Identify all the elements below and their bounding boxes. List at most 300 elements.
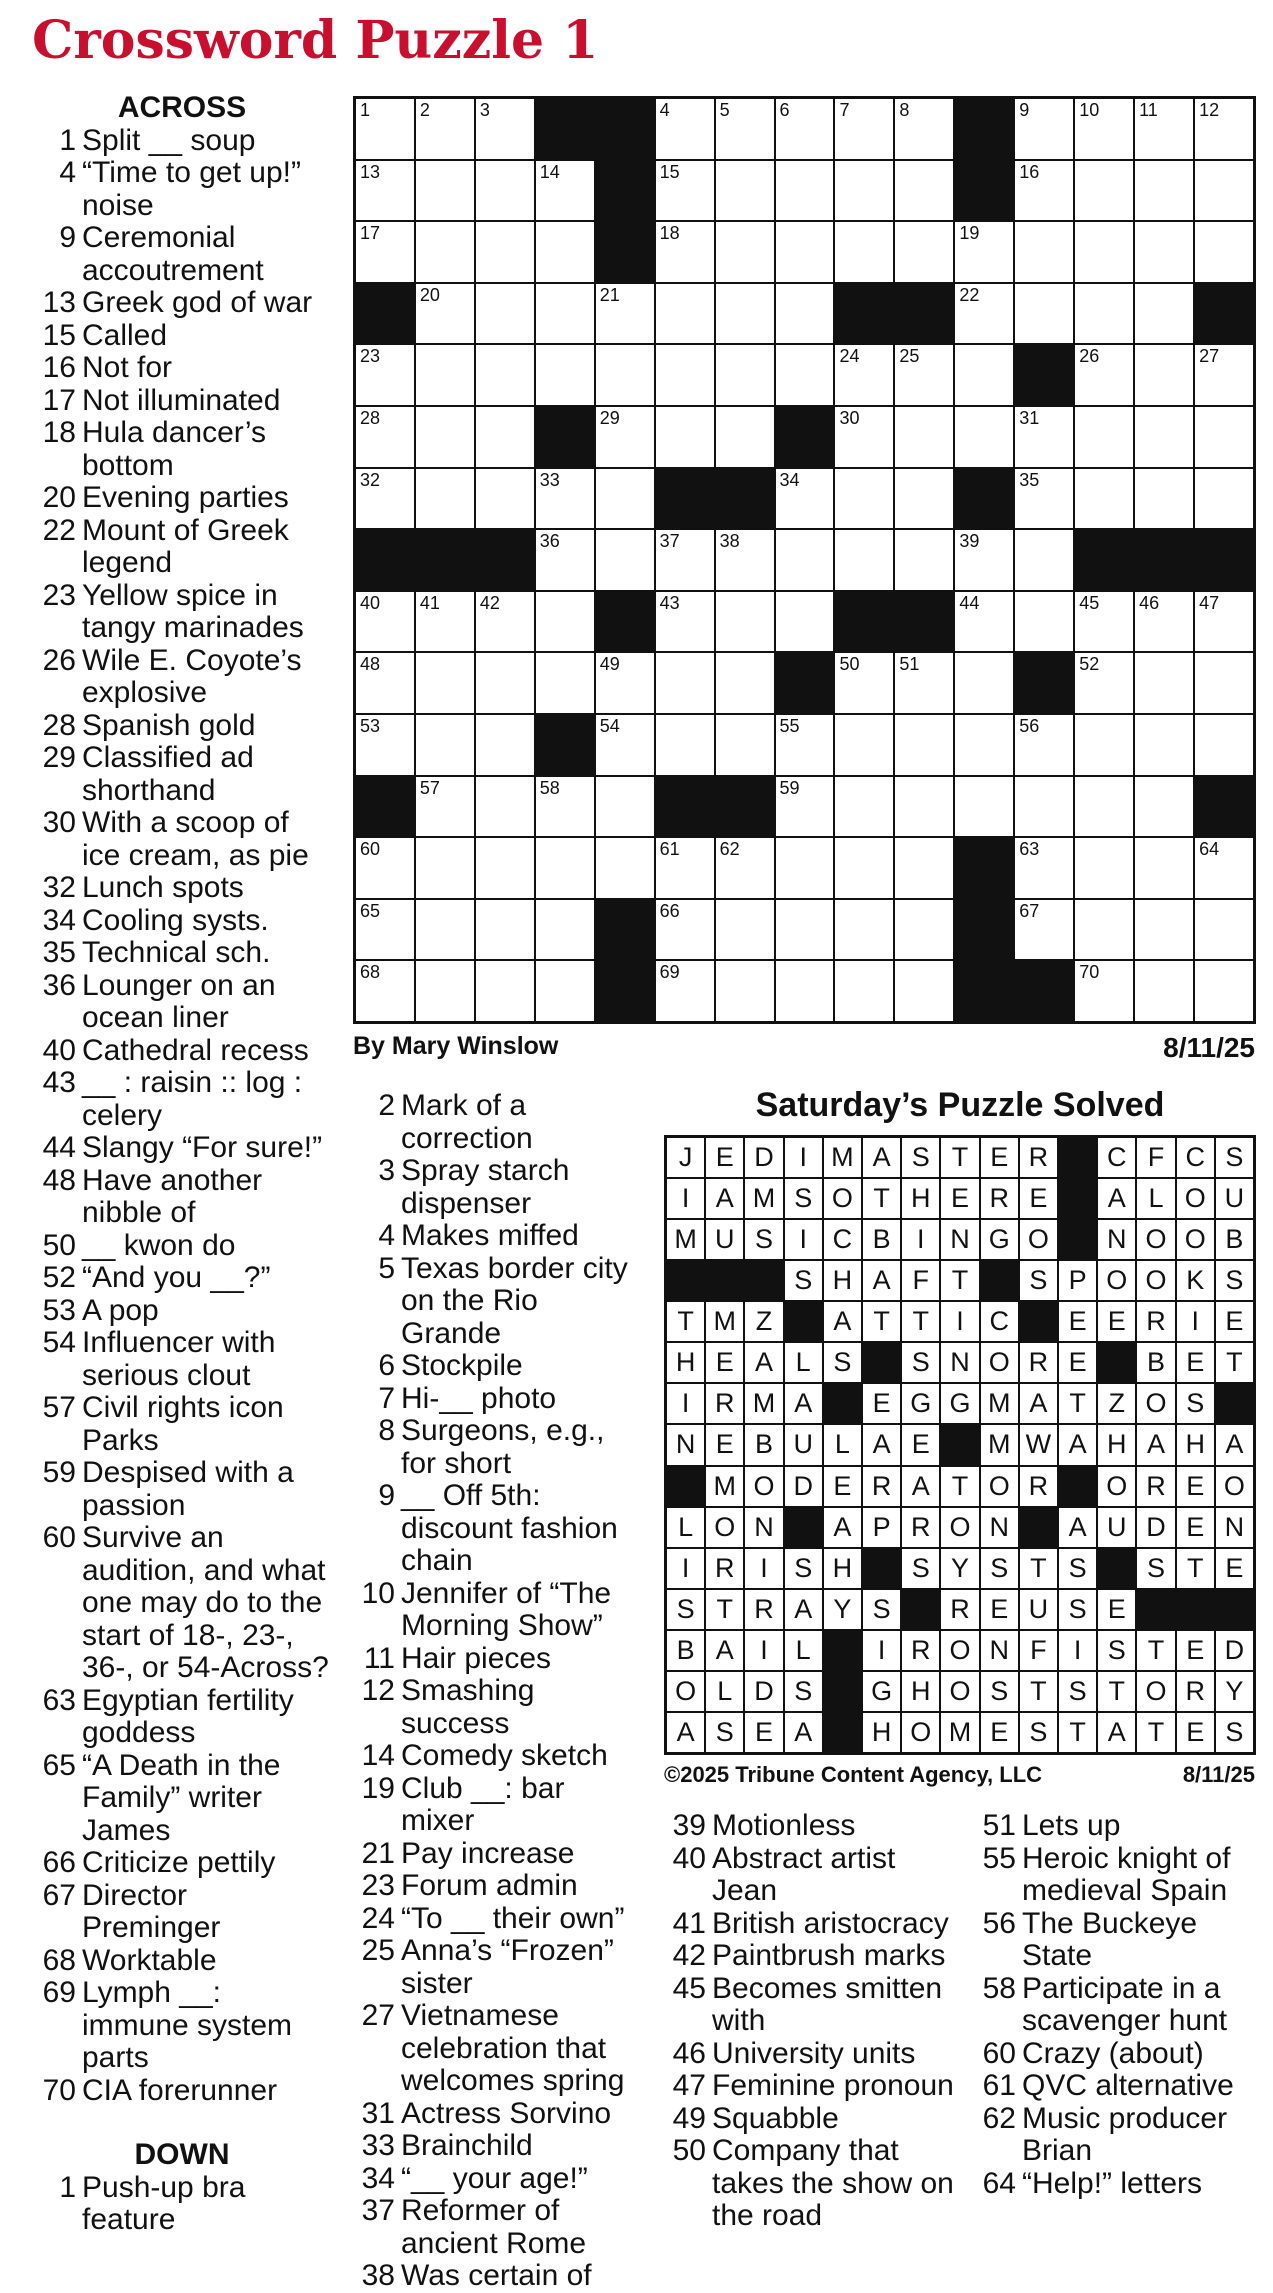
clue-text: CIA forerunner bbox=[82, 2073, 278, 2107]
grid-cell[interactable] bbox=[656, 838, 714, 898]
grid-cell[interactable] bbox=[656, 345, 714, 405]
solution-letter: S bbox=[981, 1549, 1018, 1588]
grid-cell[interactable] bbox=[776, 222, 834, 282]
grid-cell[interactable] bbox=[536, 530, 594, 590]
grid-cell[interactable] bbox=[656, 530, 714, 590]
clue-text: QVC alternative bbox=[1022, 2069, 1234, 2102]
grid-cell[interactable] bbox=[835, 653, 893, 713]
grid-cell[interactable] bbox=[1075, 777, 1133, 837]
grid-cell[interactable] bbox=[1015, 284, 1073, 344]
grid-cell[interactable] bbox=[835, 222, 893, 282]
grid-cell[interactable] bbox=[895, 469, 953, 529]
clue-text: Worktable bbox=[82, 1943, 217, 1977]
grid-cell[interactable] bbox=[1015, 407, 1073, 467]
grid-cell[interactable] bbox=[656, 222, 714, 282]
grid-cell[interactable] bbox=[536, 222, 594, 282]
solution-letter: I bbox=[667, 1179, 704, 1218]
clue-text: __ kwon do bbox=[82, 1228, 236, 1262]
grid-cell[interactable] bbox=[1195, 469, 1253, 529]
grid-cell[interactable] bbox=[356, 961, 414, 1021]
grid-cell[interactable] bbox=[716, 99, 774, 159]
clue-number: 10 bbox=[361, 1576, 395, 1610]
grid-cell[interactable] bbox=[596, 653, 654, 713]
grid-cell[interactable] bbox=[776, 345, 834, 405]
grid-cell[interactable] bbox=[1075, 961, 1133, 1021]
grid-cell[interactable] bbox=[656, 99, 714, 159]
grid-cell[interactable] bbox=[656, 961, 714, 1021]
solution-letter: O bbox=[667, 1672, 704, 1711]
grid-cell[interactable] bbox=[835, 161, 893, 221]
grid-cell[interactable] bbox=[476, 161, 534, 221]
grid-cell[interactable] bbox=[476, 407, 534, 467]
grid-cell[interactable] bbox=[356, 345, 414, 405]
cell-number: 22 bbox=[959, 284, 980, 305]
puzzle-date: 8/11/25 bbox=[1163, 1032, 1255, 1063]
grid-cell[interactable] bbox=[476, 592, 534, 652]
grid-cell[interactable] bbox=[416, 592, 474, 652]
grid-cell[interactable] bbox=[1135, 900, 1193, 960]
clue-text: Technical sch. bbox=[82, 936, 271, 969]
grid-cell[interactable] bbox=[1195, 222, 1253, 282]
clue-number: 22 bbox=[42, 513, 76, 547]
grid-cell[interactable] bbox=[835, 838, 893, 898]
grid-cell[interactable] bbox=[1075, 469, 1133, 529]
crossword-grid[interactable] bbox=[353, 96, 1256, 1024]
solution-letter: A bbox=[863, 1261, 900, 1300]
down-list-2 bbox=[353, 1090, 643, 2293]
grid-cell[interactable] bbox=[656, 284, 714, 344]
grid-cell[interactable] bbox=[416, 161, 474, 221]
grid-cell[interactable] bbox=[1195, 653, 1253, 713]
grid-cell[interactable] bbox=[1015, 900, 1073, 960]
grid-cell[interactable] bbox=[356, 715, 414, 775]
grid-cell[interactable] bbox=[356, 161, 414, 221]
grid-cell[interactable] bbox=[656, 592, 714, 652]
grid-cell[interactable] bbox=[1195, 900, 1253, 960]
grid-cell[interactable] bbox=[716, 284, 774, 344]
grid-cell[interactable] bbox=[895, 777, 953, 837]
grid-cell[interactable] bbox=[656, 407, 714, 467]
solution-letter: T bbox=[1059, 1384, 1096, 1423]
clue-item bbox=[353, 1870, 643, 1903]
solution-letter: B bbox=[745, 1425, 782, 1464]
grid-cell[interactable] bbox=[955, 222, 1013, 282]
grid-cell[interactable] bbox=[716, 407, 774, 467]
grid-cell[interactable] bbox=[1135, 469, 1193, 529]
grid-cell[interactable] bbox=[716, 653, 774, 713]
grid-cell[interactable] bbox=[716, 715, 774, 775]
cell-number: 6 bbox=[779, 100, 790, 120]
grid-cell[interactable] bbox=[955, 777, 1013, 837]
grid-cell[interactable] bbox=[776, 530, 834, 590]
grid-cell[interactable] bbox=[476, 961, 534, 1021]
solution-letter: S bbox=[1059, 1549, 1096, 1588]
solution-letter: Y bbox=[941, 1549, 978, 1588]
grid-cell[interactable] bbox=[835, 900, 893, 960]
grid-cell[interactable] bbox=[536, 900, 594, 960]
grid-cell[interactable] bbox=[776, 961, 834, 1021]
grid-cell[interactable] bbox=[716, 530, 774, 590]
grid-cell[interactable] bbox=[835, 407, 893, 467]
cell-number: 43 bbox=[659, 592, 680, 613]
grid-cell[interactable] bbox=[416, 284, 474, 344]
grid-cell[interactable] bbox=[1195, 838, 1253, 898]
clue-number: 33 bbox=[361, 2129, 395, 2162]
clue-number: 44 bbox=[42, 1131, 76, 1164]
grid-cell[interactable] bbox=[955, 530, 1013, 590]
grid-cell[interactable] bbox=[1195, 161, 1253, 221]
black-square bbox=[835, 592, 893, 652]
clue-number: 32 bbox=[42, 871, 76, 904]
grid-cell[interactable] bbox=[1135, 407, 1193, 467]
clue-number: 19 bbox=[361, 1771, 395, 1805]
grid-cell[interactable] bbox=[536, 961, 594, 1021]
solution-black-square bbox=[745, 1261, 782, 1300]
solution-letter: S bbox=[785, 1549, 822, 1588]
clue-number: 69 bbox=[42, 1976, 76, 2009]
clue-number: 37 bbox=[361, 2194, 395, 2227]
grid-cell[interactable] bbox=[356, 99, 414, 159]
grid-cell[interactable] bbox=[776, 284, 834, 344]
clue-item bbox=[32, 515, 332, 580]
grid-cell[interactable] bbox=[716, 345, 774, 405]
solution-letter: U bbox=[785, 1425, 822, 1464]
grid-cell[interactable] bbox=[476, 222, 534, 282]
grid-cell[interactable] bbox=[1075, 900, 1133, 960]
grid-cell[interactable] bbox=[536, 284, 594, 344]
grid-cell[interactable] bbox=[895, 345, 953, 405]
grid-cell[interactable] bbox=[416, 407, 474, 467]
clue-text: “Help!” letters bbox=[1022, 2166, 1203, 2200]
clue-column-4 bbox=[974, 1810, 1264, 2200]
grid-cell[interactable] bbox=[596, 469, 654, 529]
solution-letter: O bbox=[941, 1672, 978, 1711]
grid-cell[interactable] bbox=[476, 99, 534, 159]
grid-cell[interactable] bbox=[716, 592, 774, 652]
cell-number: 67 bbox=[1019, 900, 1040, 921]
grid-cell[interactable] bbox=[1135, 961, 1193, 1021]
grid-cell[interactable] bbox=[776, 99, 834, 159]
grid-cell[interactable] bbox=[416, 345, 474, 405]
grid-cell[interactable] bbox=[1075, 407, 1133, 467]
grid-cell[interactable] bbox=[596, 284, 654, 344]
clue-text: Egyptian fertility goddess bbox=[82, 1683, 294, 1749]
grid-cell[interactable] bbox=[895, 161, 953, 221]
solution-letter: S bbox=[902, 1549, 939, 1588]
clue-item bbox=[32, 807, 332, 872]
grid-cell[interactable] bbox=[1075, 161, 1133, 221]
grid-cell[interactable] bbox=[1015, 530, 1073, 590]
solution-letter: S bbox=[785, 1672, 822, 1711]
grid-cell[interactable] bbox=[895, 900, 953, 960]
clue-text: Heroic knight of medieval Spain bbox=[1022, 1841, 1231, 1907]
grid-cell[interactable] bbox=[1135, 715, 1193, 775]
grid-cell[interactable] bbox=[716, 161, 774, 221]
grid-cell[interactable] bbox=[596, 715, 654, 775]
cell-number: 37 bbox=[659, 531, 680, 552]
grid-cell[interactable] bbox=[1195, 592, 1253, 652]
solution-letter: E bbox=[706, 1343, 743, 1382]
clue-number: 45 bbox=[672, 1971, 706, 2005]
solution-letter: E bbox=[1020, 1179, 1057, 1218]
clue-number: 9 bbox=[378, 1479, 395, 1512]
grid-cell[interactable] bbox=[1135, 222, 1193, 282]
clue-text: British aristocracy bbox=[712, 1906, 949, 1940]
solution-letter: T bbox=[667, 1302, 704, 1341]
grid-cell[interactable] bbox=[1075, 99, 1133, 159]
clue-text: Music producer Brian bbox=[1022, 2101, 1228, 2167]
grid-cell[interactable] bbox=[416, 777, 474, 837]
grid-cell[interactable] bbox=[416, 961, 474, 1021]
grid-cell[interactable] bbox=[835, 99, 893, 159]
grid-cell[interactable] bbox=[596, 838, 654, 898]
solution-letter: A bbox=[1098, 1713, 1135, 1752]
grid-cell[interactable] bbox=[1075, 592, 1133, 652]
grid-cell[interactable] bbox=[1195, 99, 1253, 159]
black-square bbox=[1075, 530, 1133, 590]
solution-letter: S bbox=[863, 1590, 900, 1629]
clue-item bbox=[974, 1843, 1264, 1908]
clue-item bbox=[32, 287, 332, 320]
clue-text: Motionless bbox=[712, 1809, 856, 1842]
grid-cell[interactable] bbox=[596, 530, 654, 590]
grid-cell[interactable] bbox=[536, 777, 594, 837]
solution-letter: A bbox=[902, 1467, 939, 1506]
solution-letter: S bbox=[1098, 1631, 1135, 1670]
grid-cell[interactable] bbox=[1015, 99, 1073, 159]
grid-cell[interactable] bbox=[1075, 345, 1133, 405]
clue-item bbox=[353, 1773, 643, 1838]
grid-cell[interactable] bbox=[356, 900, 414, 960]
grid-cell[interactable] bbox=[776, 900, 834, 960]
grid-cell[interactable] bbox=[1075, 838, 1133, 898]
cell-number: 24 bbox=[839, 346, 860, 367]
grid-cell[interactable] bbox=[1135, 345, 1193, 405]
grid-cell[interactable] bbox=[895, 653, 953, 713]
grid-cell[interactable] bbox=[416, 222, 474, 282]
grid-cell[interactable] bbox=[1135, 838, 1193, 898]
grid-cell[interactable] bbox=[416, 653, 474, 713]
grid-cell[interactable] bbox=[476, 469, 534, 529]
grid-cell[interactable] bbox=[895, 530, 953, 590]
clue-item bbox=[32, 1685, 332, 1750]
grid-cell[interactable] bbox=[416, 900, 474, 960]
clue-item bbox=[32, 417, 332, 482]
cell-number: 35 bbox=[1019, 469, 1040, 490]
grid-cell[interactable] bbox=[955, 715, 1013, 775]
grid-cell[interactable] bbox=[476, 653, 534, 713]
grid-cell[interactable] bbox=[536, 469, 594, 529]
solution-letter: Y bbox=[824, 1590, 861, 1629]
grid-cell[interactable] bbox=[1135, 653, 1193, 713]
clue-number: 70 bbox=[42, 2073, 76, 2107]
clue-text: Survive an audition, and what one may do to the start of 18-, 23-, 36-, or 54-Across? bbox=[82, 1521, 329, 1684]
clue-text: “A Death in the Family” writer James bbox=[82, 1748, 281, 1847]
across-header: ACROSS bbox=[117, 91, 247, 124]
grid-cell[interactable] bbox=[416, 838, 474, 898]
grid-cell[interactable] bbox=[1075, 284, 1133, 344]
grid-cell[interactable] bbox=[476, 284, 534, 344]
grid-cell[interactable] bbox=[895, 838, 953, 898]
clue-text: The Buckeye State bbox=[1022, 1906, 1198, 1972]
black-square bbox=[356, 284, 414, 344]
grid-cell[interactable] bbox=[656, 900, 714, 960]
grid-cell[interactable] bbox=[835, 345, 893, 405]
cell-number: 45 bbox=[1079, 592, 1100, 613]
clue-item bbox=[353, 2260, 643, 2293]
grid-cell[interactable] bbox=[476, 900, 534, 960]
grid-cell[interactable] bbox=[955, 345, 1013, 405]
clue-item bbox=[974, 2103, 1264, 2168]
solution-letter: M bbox=[667, 1220, 704, 1259]
grid-cell[interactable] bbox=[1135, 592, 1193, 652]
solution-letter: T bbox=[941, 1138, 978, 1177]
cell-number: 14 bbox=[539, 161, 560, 182]
grid-cell[interactable] bbox=[536, 592, 594, 652]
grid-cell[interactable] bbox=[895, 715, 953, 775]
grid-cell[interactable] bbox=[835, 530, 893, 590]
clue-item bbox=[32, 1750, 332, 1848]
grid-cell[interactable] bbox=[1015, 592, 1073, 652]
clue-text: Lymph __: immune system parts bbox=[82, 1976, 293, 2074]
grid-cell[interactable] bbox=[1195, 961, 1253, 1021]
grid-cell[interactable] bbox=[356, 469, 414, 529]
grid-cell[interactable] bbox=[776, 715, 834, 775]
grid-cell[interactable] bbox=[356, 407, 414, 467]
solution-letter: I bbox=[941, 1302, 978, 1341]
solution-letter: R bbox=[1177, 1672, 1214, 1711]
grid-cell[interactable] bbox=[476, 345, 534, 405]
grid-cell[interactable] bbox=[1135, 777, 1193, 837]
grid-cell[interactable] bbox=[356, 838, 414, 898]
grid-cell[interactable] bbox=[596, 777, 654, 837]
solution-letter: A bbox=[706, 1179, 743, 1218]
grid-cell[interactable] bbox=[835, 715, 893, 775]
cell-number: 18 bbox=[659, 223, 680, 244]
solution-letter: S bbox=[824, 1343, 861, 1382]
cell-number: 27 bbox=[1199, 346, 1220, 367]
solution-letter: Y bbox=[1216, 1672, 1253, 1711]
grid-cell[interactable] bbox=[955, 653, 1013, 713]
grid-cell[interactable] bbox=[1015, 777, 1073, 837]
grid-cell[interactable] bbox=[416, 715, 474, 775]
grid-cell[interactable] bbox=[1075, 653, 1133, 713]
clue-item bbox=[32, 2075, 332, 2108]
grid-cell[interactable] bbox=[955, 284, 1013, 344]
grid-cell[interactable] bbox=[716, 961, 774, 1021]
grid-cell[interactable] bbox=[1075, 222, 1133, 282]
grid-cell[interactable] bbox=[1015, 469, 1073, 529]
solution-letter: L bbox=[1137, 1179, 1174, 1218]
grid-cell[interactable] bbox=[1135, 161, 1193, 221]
grid-cell[interactable] bbox=[1135, 99, 1193, 159]
grid-cell[interactable] bbox=[536, 345, 594, 405]
solution-black-square bbox=[706, 1261, 743, 1300]
grid-cell[interactable] bbox=[716, 222, 774, 282]
solution-letter: M bbox=[981, 1425, 1018, 1464]
grid-cell[interactable] bbox=[356, 222, 414, 282]
grid-cell[interactable] bbox=[1195, 715, 1253, 775]
grid-cell[interactable] bbox=[776, 161, 834, 221]
grid-cell[interactable] bbox=[536, 838, 594, 898]
solution-letter: R bbox=[981, 1179, 1018, 1218]
grid-cell[interactable] bbox=[776, 592, 834, 652]
clue-text: Classified ad shorthand bbox=[82, 741, 254, 807]
grid-cell[interactable] bbox=[716, 900, 774, 960]
grid-cell[interactable] bbox=[596, 407, 654, 467]
black-square bbox=[776, 653, 834, 713]
black-square bbox=[656, 777, 714, 837]
grid-cell[interactable] bbox=[835, 961, 893, 1021]
grid-cell[interactable] bbox=[1015, 838, 1073, 898]
grid-cell[interactable] bbox=[1015, 222, 1073, 282]
grid-cell[interactable] bbox=[416, 99, 474, 159]
grid-cell[interactable] bbox=[895, 99, 953, 159]
grid-cell[interactable] bbox=[596, 345, 654, 405]
grid-cell[interactable] bbox=[536, 161, 594, 221]
grid-cell[interactable] bbox=[1015, 161, 1073, 221]
solution-letter: U bbox=[706, 1220, 743, 1259]
grid-cell[interactable] bbox=[536, 653, 594, 713]
grid-cell[interactable] bbox=[776, 469, 834, 529]
grid-cell[interactable] bbox=[356, 653, 414, 713]
solution-letter: T bbox=[1020, 1549, 1057, 1588]
grid-cell[interactable] bbox=[416, 469, 474, 529]
grid-cell[interactable] bbox=[476, 838, 534, 898]
grid-cell[interactable] bbox=[955, 407, 1013, 467]
grid-cell[interactable] bbox=[656, 161, 714, 221]
solution-letter: N bbox=[1098, 1220, 1135, 1259]
clue-text: Ceremonial accoutrement bbox=[82, 221, 264, 287]
grid-cell[interactable] bbox=[1195, 345, 1253, 405]
grid-cell[interactable] bbox=[716, 838, 774, 898]
clue-item bbox=[664, 2070, 964, 2103]
solution-letter: S bbox=[981, 1672, 1018, 1711]
grid-cell[interactable] bbox=[835, 469, 893, 529]
grid-cell[interactable] bbox=[1015, 715, 1073, 775]
grid-cell[interactable] bbox=[776, 838, 834, 898]
cell-number: 39 bbox=[959, 531, 980, 552]
clue-number: 3 bbox=[378, 1154, 395, 1187]
grid-cell[interactable] bbox=[895, 407, 953, 467]
clue-number: 62 bbox=[982, 2101, 1016, 2135]
grid-cell[interactable] bbox=[895, 961, 953, 1021]
grid-cell[interactable] bbox=[955, 592, 1013, 652]
grid-cell[interactable] bbox=[656, 653, 714, 713]
grid-cell[interactable] bbox=[776, 777, 834, 837]
grid-cell[interactable] bbox=[356, 592, 414, 652]
cell-number: 10 bbox=[1079, 100, 1100, 120]
clue-item bbox=[974, 1810, 1264, 1843]
clue-text: Evening parties bbox=[82, 481, 289, 514]
grid-cell[interactable] bbox=[476, 777, 534, 837]
grid-cell[interactable] bbox=[1195, 407, 1253, 467]
grid-cell[interactable] bbox=[1075, 715, 1133, 775]
grid-cell[interactable] bbox=[895, 222, 953, 282]
clue-text: Forum admin bbox=[401, 1869, 578, 1902]
grid-cell[interactable] bbox=[835, 777, 893, 837]
clue-text: Push-up bra feature bbox=[82, 2170, 246, 2236]
cell-number: 11 bbox=[1139, 100, 1158, 120]
cell-number: 54 bbox=[599, 715, 620, 736]
grid-cell[interactable] bbox=[1135, 284, 1193, 344]
clue-item bbox=[353, 1350, 643, 1383]
grid-cell[interactable] bbox=[476, 715, 534, 775]
clue-item bbox=[974, 2070, 1264, 2103]
solution-letter: N bbox=[667, 1425, 704, 1464]
grid-cell[interactable] bbox=[656, 715, 714, 775]
cell-number: 4 bbox=[659, 100, 670, 120]
